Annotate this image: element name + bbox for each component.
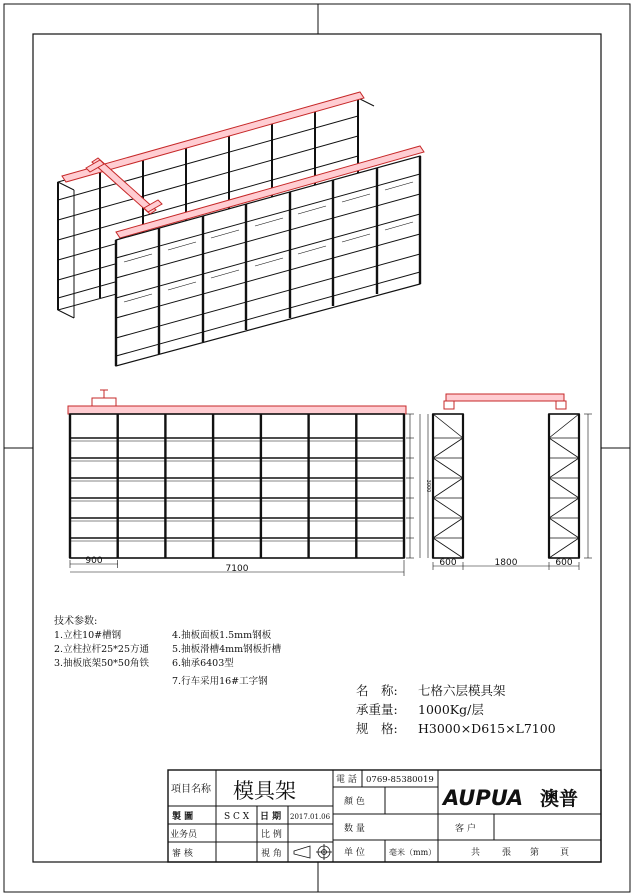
- tb-drawn-value: S C X: [224, 812, 250, 822]
- tb-date-label: 日 期: [260, 812, 282, 822]
- dim-total-length: 7100: [225, 564, 249, 574]
- tb-sales-label: 业务员: [170, 830, 198, 840]
- tb-project-value: 模具架: [233, 779, 296, 803]
- projection-symbol-icon: [294, 844, 332, 860]
- spec-size-value: H3000×D615×L7100: [418, 721, 556, 736]
- tb-check-label: 審 核: [172, 849, 193, 859]
- tech-item: 6.轴承6403型: [172, 658, 234, 669]
- spec-name-label: 名 称:: [356, 683, 398, 698]
- tb-sheet-unit: 頁: [560, 848, 570, 858]
- tech-item: 2.立柱拉杆25*25方通: [54, 644, 149, 655]
- tb-view-label: 視 角: [261, 849, 282, 859]
- tb-phone-value: 0769-85380019: [366, 775, 434, 785]
- tb-phone-label: 電 話: [336, 775, 357, 785]
- spec-name-value: 七格六层模具架: [418, 683, 506, 698]
- front-view: [68, 390, 420, 576]
- side-view: [428, 394, 592, 570]
- tb-date-value: 2017.01.06: [290, 813, 331, 821]
- tb-qty-label: 数 量: [344, 824, 365, 834]
- spec-load-label: 承重量:: [356, 702, 398, 717]
- dim-bay-width: 900: [85, 556, 103, 566]
- tb-scale-label: 比 例: [261, 830, 282, 840]
- tech-item: 3.抽板底架50*50角铁: [54, 658, 149, 669]
- tb-project-label: 項目名称: [171, 784, 211, 795]
- trolley: [92, 398, 116, 406]
- logo-text: AUPUA: [443, 786, 524, 810]
- tech-item: 7.行车采用16#工字钢: [172, 676, 268, 687]
- tb-customer-label: 客 户: [455, 824, 476, 834]
- dim-side-depth-left: 600: [439, 558, 457, 568]
- isometric-view: [58, 92, 424, 366]
- spec-size-label: 规 格:: [356, 721, 398, 736]
- tb-sheets-unit: 張: [502, 848, 512, 858]
- company-logo: [441, 786, 578, 810]
- front-top-rail: [68, 406, 406, 414]
- tech-heading: 技术参数:: [54, 616, 98, 627]
- side-top-beam: [446, 394, 564, 401]
- tb-unit-label: 单 位: [344, 848, 365, 858]
- tb-sheets-total: 共: [471, 848, 481, 858]
- tb-drawn-label: 製 圖: [172, 812, 194, 822]
- spec-load-value: 1000Kg/层: [418, 702, 484, 717]
- tech-item: 4.抽板面板1.5mm钢板: [172, 630, 272, 641]
- tb-unit-value: 毫米（mm）: [389, 848, 437, 857]
- tb-sheet-no: 第: [530, 848, 540, 858]
- tech-item: 1.立柱10#槽钢: [54, 630, 122, 641]
- tb-color-label: 顏 色: [344, 797, 365, 807]
- dim-side-depth-right: 600: [555, 558, 573, 568]
- logo-cn: 澳普: [540, 788, 579, 810]
- dim-height-front: 3000: [425, 479, 431, 493]
- dim-side-span: 1800: [494, 558, 518, 568]
- tech-item: 5.抽板滑槽4mm钢板折槽: [172, 644, 282, 655]
